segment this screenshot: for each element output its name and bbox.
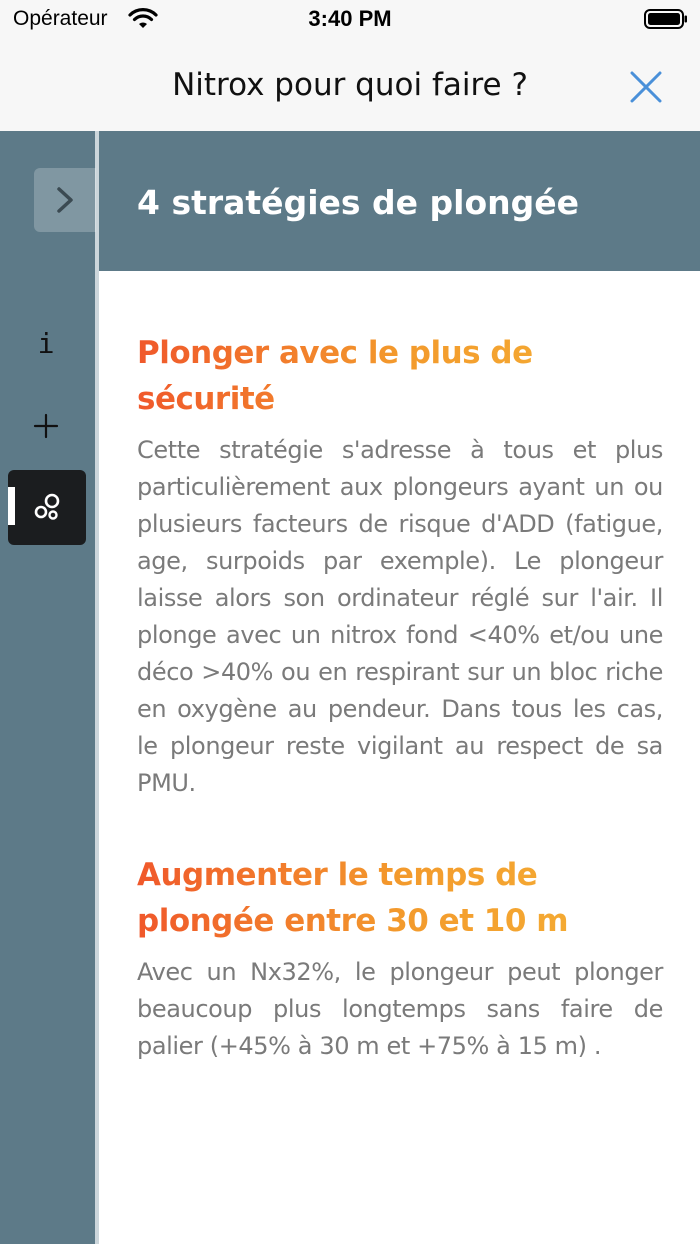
chevron-right-icon[interactable] — [54, 186, 76, 214]
strategy-heading: Augmenter le temps de plongée entre 30 et 10 m — [137, 852, 663, 944]
bubbles-menu-button[interactable] — [8, 470, 86, 545]
navigation-bar — [0, 40, 700, 131]
carrier-label: Opérateur — [13, 7, 108, 30]
info-icon[interactable]: i — [37, 327, 55, 360]
close-button[interactable] — [626, 67, 666, 107]
close-icon[interactable] — [626, 67, 666, 107]
plus-icon[interactable] — [18, 403, 74, 449]
strategy-text: Avec un Nx32%, le plongeur peut plonger beaucoup plus longtemps sans faire de palier (+45% à 30 m et +75% à 15 m) . — [137, 958, 663, 1060]
status-time: 3:40 PM — [308, 6, 392, 31]
article-content — [137, 330, 663, 1065]
battery-icon — [644, 9, 688, 29]
page-title: Nitrox pour quoi faire ? — [172, 67, 528, 103]
expand-sidebar-button[interactable] — [34, 168, 96, 232]
active-indicator — [8, 487, 15, 525]
plus-button[interactable] — [18, 403, 74, 449]
status-bar — [0, 0, 700, 40]
strategy-heading: Plonger avec le plus de sécurité — [137, 330, 663, 422]
section-title: 4 stratégies de plongée — [137, 183, 579, 222]
strategy-block — [137, 852, 663, 1065]
sidebar — [0, 131, 95, 1244]
section-header — [99, 131, 700, 271]
strategy-text: Cette stratégie s'adresse à tous et plus particulièrement aux plongeurs ayant un ou plusieurs facteurs de risque d'ADD (fatigue, age, surpoids par exemple). Le plongeur laisse alors son ordinateur réglé sur l'air. Il plonge avec un nitrox fond <40% et/ou une déco >40% ou en respirant sur un bloc riche en oxygène au pendeur. Dans tous les cas, le plongeur reste vigilant au respect de sa PMU. — [137, 436, 663, 797]
sidebar-divider — [95, 131, 99, 1244]
strategy-block — [137, 330, 663, 802]
bubbles-icon[interactable] — [32, 490, 64, 524]
